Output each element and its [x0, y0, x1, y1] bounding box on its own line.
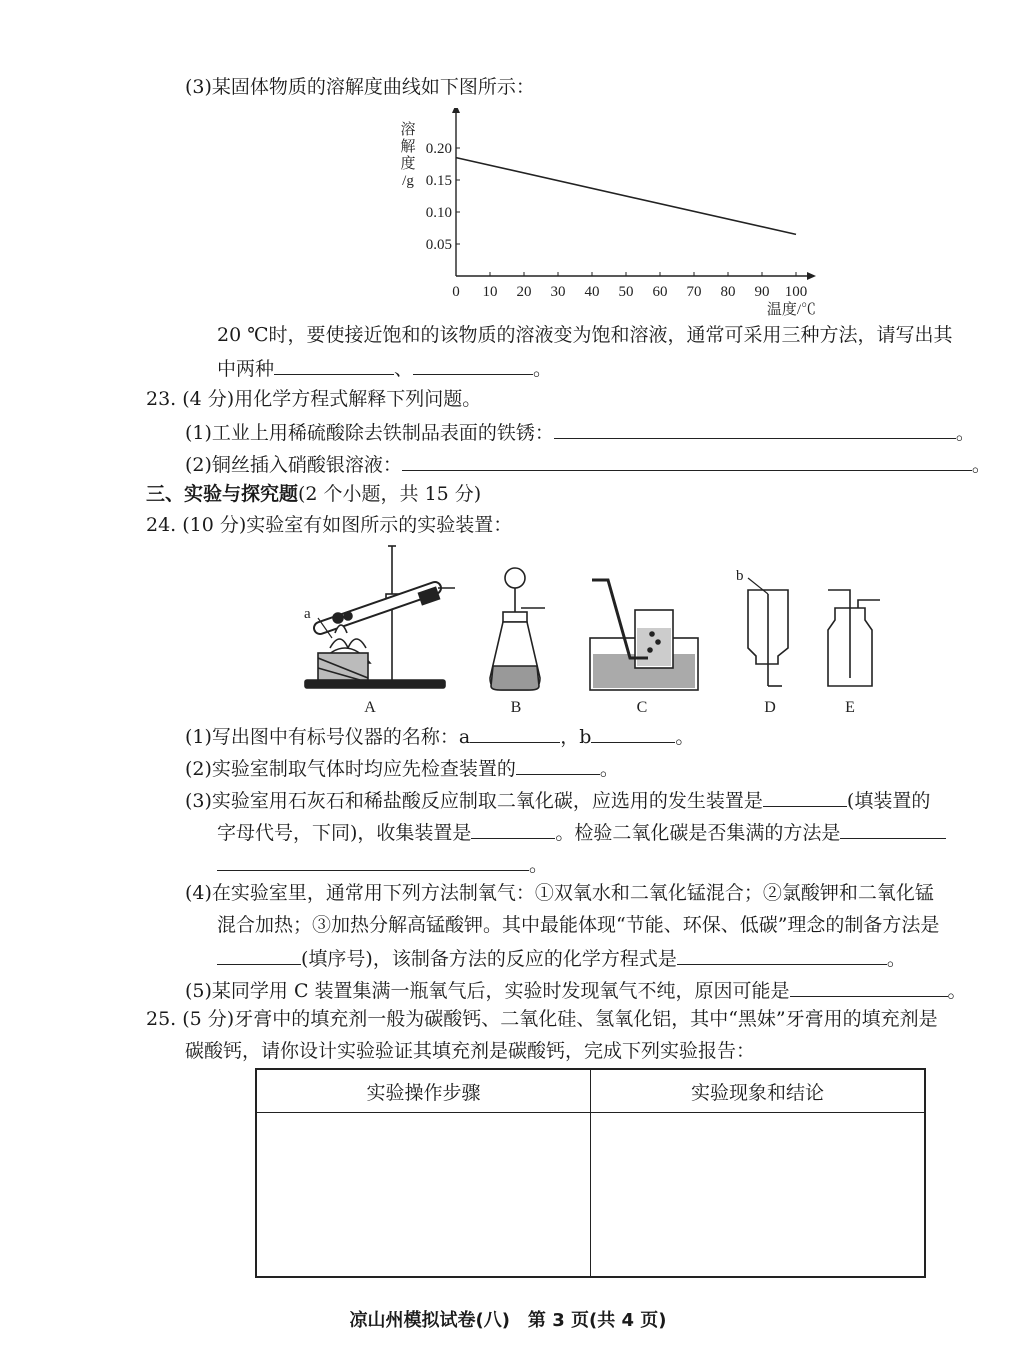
y-tick-label: 0.20 [425, 141, 452, 157]
x-tick-label: 80 [720, 284, 736, 300]
solubility-curve [456, 158, 796, 235]
y-axis-label-char: 解 [400, 139, 416, 155]
answer-blank[interactable] [677, 944, 887, 965]
apparatus-label-c: C [636, 699, 648, 716]
x-tick-label: 0 [452, 284, 460, 300]
section-heading [146, 481, 481, 507]
answer-blank[interactable] [217, 944, 301, 965]
q23-part1 [185, 418, 975, 446]
x-tick-label: 70 [686, 284, 702, 300]
q23-p2-text: (2)铜丝插入硝酸银溶液： [185, 454, 402, 476]
q25-line1: 25. (5 分)牙膏中的填充剂一般为碳酸钙、二氧化硅、氢氧化铝，其中“黑妹”牙膏用的填充剂是 [146, 1008, 938, 1030]
q24-p2 [185, 754, 619, 782]
y-axis-label-char: 溶 [400, 122, 416, 138]
x-tick-label: 90 [754, 284, 770, 300]
q24-p1-text-b: ，b [560, 726, 592, 748]
column-header-results: 实验现象和结论 [591, 1069, 926, 1113]
experiment-report-table [255, 1068, 926, 1278]
y-axis-label-char: /g [402, 173, 414, 189]
solubility-chart [390, 108, 830, 320]
apparatus-b [490, 568, 545, 690]
column-header-steps: 实验操作步骤 [256, 1069, 591, 1113]
x-axis-label: 温度/℃ [766, 302, 816, 318]
q24-title: 24. (10 分)实验室有如图所示的实验装置： [146, 514, 513, 536]
apparatus-d [748, 578, 788, 686]
q24-p4-end: 。 [886, 948, 906, 970]
answer-blank[interactable] [516, 754, 600, 775]
q24-p4-text-c: (填序号)，该制备方法的反应的化学方程式是 [301, 948, 677, 970]
answer-blank[interactable] [790, 976, 948, 997]
answer-blank[interactable] [840, 818, 946, 839]
answer-blank[interactable] [554, 418, 956, 439]
q24-p3-line2 [217, 818, 946, 846]
section-note: (2 个小题，共 15 分) [298, 483, 482, 505]
answer-blank[interactable] [402, 450, 972, 471]
x-tick-label: 100 [784, 284, 808, 300]
y-tick-label: 0.15 [425, 173, 452, 189]
q24-p2-end: 。 [599, 758, 619, 780]
q22-text-b: 、 [394, 358, 414, 380]
table-row [256, 1113, 925, 1278]
q24-p3-text-b: (填装置的 [846, 790, 931, 812]
apparatus-a [305, 546, 455, 688]
q24-p2-text: (2)实验室制取气体时均应先检查装置的 [185, 758, 516, 780]
marker-b: b [736, 568, 744, 584]
x-tick-label: 20 [516, 284, 532, 300]
answer-blank[interactable] [274, 354, 394, 375]
q24-p3-line3 [217, 850, 548, 878]
results-answer-cell[interactable] [591, 1113, 926, 1278]
answer-blank[interactable] [471, 818, 555, 839]
section-title: 三、实验与探究题 [146, 483, 299, 505]
y-tick-label: 0.10 [425, 205, 452, 221]
apparatus-e [828, 590, 880, 686]
apparatus-figure [290, 538, 900, 720]
y-axis-label-char: 度 [400, 156, 416, 172]
x-tick-label: 60 [652, 284, 668, 300]
y-tick-label: 0.05 [425, 237, 452, 253]
answer-blank[interactable] [217, 850, 529, 871]
q24-p3-text: (3)实验室用石灰石和稀盐酸反应制取二氧化碳，应选用的发生装置是 [185, 790, 763, 812]
q22-text-c: 。 [533, 358, 553, 380]
y-axis-arrow [452, 108, 460, 113]
q24-p4-line2: 混合加热；③加热分解高锰酸钾。其中最能体现“节能、环保、低碳”理念的制备方法是 [217, 914, 940, 936]
q24-p5 [185, 976, 967, 1004]
q22-part3-body-1: 20 ℃时，要使接近饱和的该物质的溶液变为饱和溶液，通常可采用三种方法，请写出其 [217, 324, 953, 346]
x-tick-label: 10 [482, 284, 498, 300]
q24-p1-text: (1)写出图中有标号仪器的名称：a [185, 726, 471, 748]
marker-a: a [304, 606, 311, 622]
q22-part3-body-2 [217, 354, 552, 382]
answer-blank[interactable] [763, 786, 847, 807]
apparatus-label-e: E [845, 699, 855, 716]
q24-p4-line3 [217, 944, 906, 972]
q23-part2 [185, 450, 991, 478]
q24-p1 [185, 722, 694, 750]
table-header-row [256, 1069, 925, 1113]
q22-part3-intro: (3)某固体物质的溶解度曲线如下图所示： [185, 76, 535, 98]
q24-p3-line1 [185, 786, 930, 814]
q23-p1-text: (1)工业上用稀硫酸除去铁制品表面的铁锈： [185, 422, 554, 444]
q23-p2-end: 。 [971, 454, 991, 476]
q24-p4-line1: (4)在实验室里，通常用下列方法制氧气：①双氧水和二氧化锰混合；②氯酸钾和二氧化锰 [185, 882, 934, 904]
q24-p1-end: 。 [675, 726, 695, 748]
steps-answer-cell[interactable] [256, 1113, 591, 1278]
q24-p3-end: 。 [529, 854, 549, 876]
x-axis-arrow [807, 272, 816, 280]
q25-line2: 碳酸钙，请你设计实验验证其填充剂是碳酸钙，完成下列实验报告： [185, 1040, 756, 1062]
page-footer: 凉山州模拟试卷(八) 第 3 页(共 4 页) [349, 1310, 667, 1331]
q24-p3-text-c: 字母代号，下同)，收集装置是 [217, 822, 472, 844]
answer-blank[interactable] [413, 354, 533, 375]
x-tick-label: 50 [618, 284, 634, 300]
apparatus-label-d: D [764, 699, 776, 716]
q23-title: 23. (4 分)用化学方程式解释下列问题。 [146, 388, 482, 410]
q24-p5-text: (5)某同学用 C 装置集满一瓶氧气后，实验时发现氧气不纯，原因可能是 [185, 980, 790, 1002]
q23-p1-end: 。 [955, 422, 975, 444]
x-tick-label: 30 [550, 284, 566, 300]
x-tick-label: 40 [584, 284, 600, 300]
q24-p5-end: 。 [947, 980, 967, 1002]
q24-p3-text-d: 。检验二氧化碳是否集满的方法是 [555, 822, 841, 844]
answer-blank[interactable] [591, 722, 675, 743]
q22-text-a: 中两种 [217, 358, 275, 380]
apparatus-c [590, 580, 698, 690]
answer-blank[interactable] [470, 722, 560, 743]
apparatus-label-b: B [510, 699, 522, 716]
apparatus-label-a: A [364, 699, 376, 716]
